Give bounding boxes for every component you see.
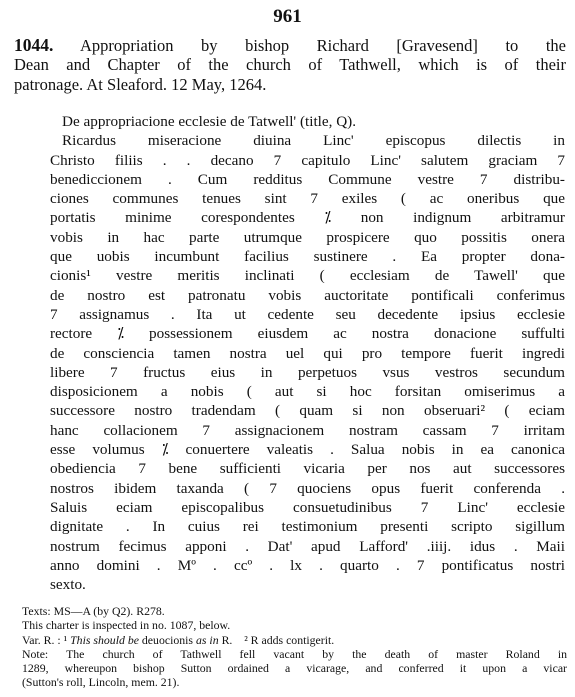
editorial-note: 1289, whereupon bishop Sutton ordained a vicarage, and conferred it upon a vicar [22,661,567,676]
charter-line: hanc collacionem 7 assignacionem nostram cassam 7 irritam [50,421,565,439]
variant-readings: Var. R. : ¹ This should be deuocionis as in R. ² R adds contigerit. [22,632,335,647]
charter-number: 1044. [14,35,54,55]
charter-line: esse volumus ⁒ conuertere valeatis . Salua nobis in ea canonica [50,441,565,459]
footnotes [22,604,567,690]
charter-line: de consciencia tamen nostra uel qui pro tempore fuerit ingredi [50,344,565,362]
charter-title: De appropriacione ecclesie de Tatwell' (title, Q). [62,113,357,130]
charter-line: anno domini . Mº . ccº . lx . quarto . 7 pontificatus nostri [50,556,565,574]
charter-line: ciones communes tenues sint 7 exiles ( ac oneribus que [50,190,565,208]
heading-line-2: Dean and Chapter of the church of Tathwell, which is of their [14,55,566,75]
charter-line: de nostro est patronatu vobis auctoritate pontificali conferimus [50,286,565,304]
charter-line: Ricardus miseracione diuina Linc' episcopus dilectis in [62,132,565,150]
editorial-note: (Sutton's roll, Lincoln, mem. 21). [22,675,180,690]
heading-line-3: patronage. At Sleaford. 12 May, 1264. [14,74,267,94]
charter-line: disposicionem a nobis ( aut si hoc forsitan omiserimus a [50,383,565,401]
heading-line-1: 1044. Appropriation by bishop Richard [Gravesend] to the [14,35,566,55]
charter-line: Saluis eciam episcopalibus consuetudinibus 7 Linc' ecclesie [50,498,565,516]
page-number: 961 [273,6,302,27]
charter-line: obediencia 7 bene sufficienti vicaria per nos aut successores [50,460,565,478]
charter-text [50,112,565,594]
charter-line: benediccionem . Cum redditus Commune vestre 7 distribu- [50,170,565,188]
charter-line: libere 7 fructus eius in perpetuos vsus vestros secundum [50,363,565,381]
charter-heading [14,36,566,94]
charter-line: que uobis incumbunt facilius sustinere . Ea propter dona- [50,248,565,266]
charter-line: Christo filiis . . decano 7 capitulo Linc' salutem graciam 7 [50,151,565,169]
charter-line: dignitate . In cuius rei testimonium presenti scripto sigillum [50,518,565,536]
charter-line: nostrum fecimus apponi . Dat' apud Lafford' .iiij. idus . Maii [50,537,565,555]
charter-line: vobis in hac parte utrumque prospicere quo possitis onera [50,228,565,246]
charter-line: successore nostro tradendam ( quam si non obseruari² ( eciam [50,402,565,420]
charter-line: 7 assignamus . Ita ut cedente seu decedente ipsius ecclesie [50,305,565,323]
charter-line: rectore ⁒ possessionem eiusdem ac nostra donacione suffulti [50,325,565,343]
editorial-note: Note: The church of Tathwell fell vacant by the death of master Roland in [22,646,567,661]
charter-line: cionis¹ vestre meritis inclinati ( ecclesiam de Tawell' que [50,267,565,285]
texts-note: Texts: MS—A (by Q2). R278. [22,604,165,618]
charter-line: sexto. [50,576,86,594]
charter-line: portatis minime corespondentes ⁒ non indignum arbitramur [50,209,565,227]
inspected-note: This charter is inspected in no. 1087, below. [22,618,231,633]
charter-line: nostros ibidem taxanda ( 7 quociens opus fuerit conferenda . [50,479,565,497]
